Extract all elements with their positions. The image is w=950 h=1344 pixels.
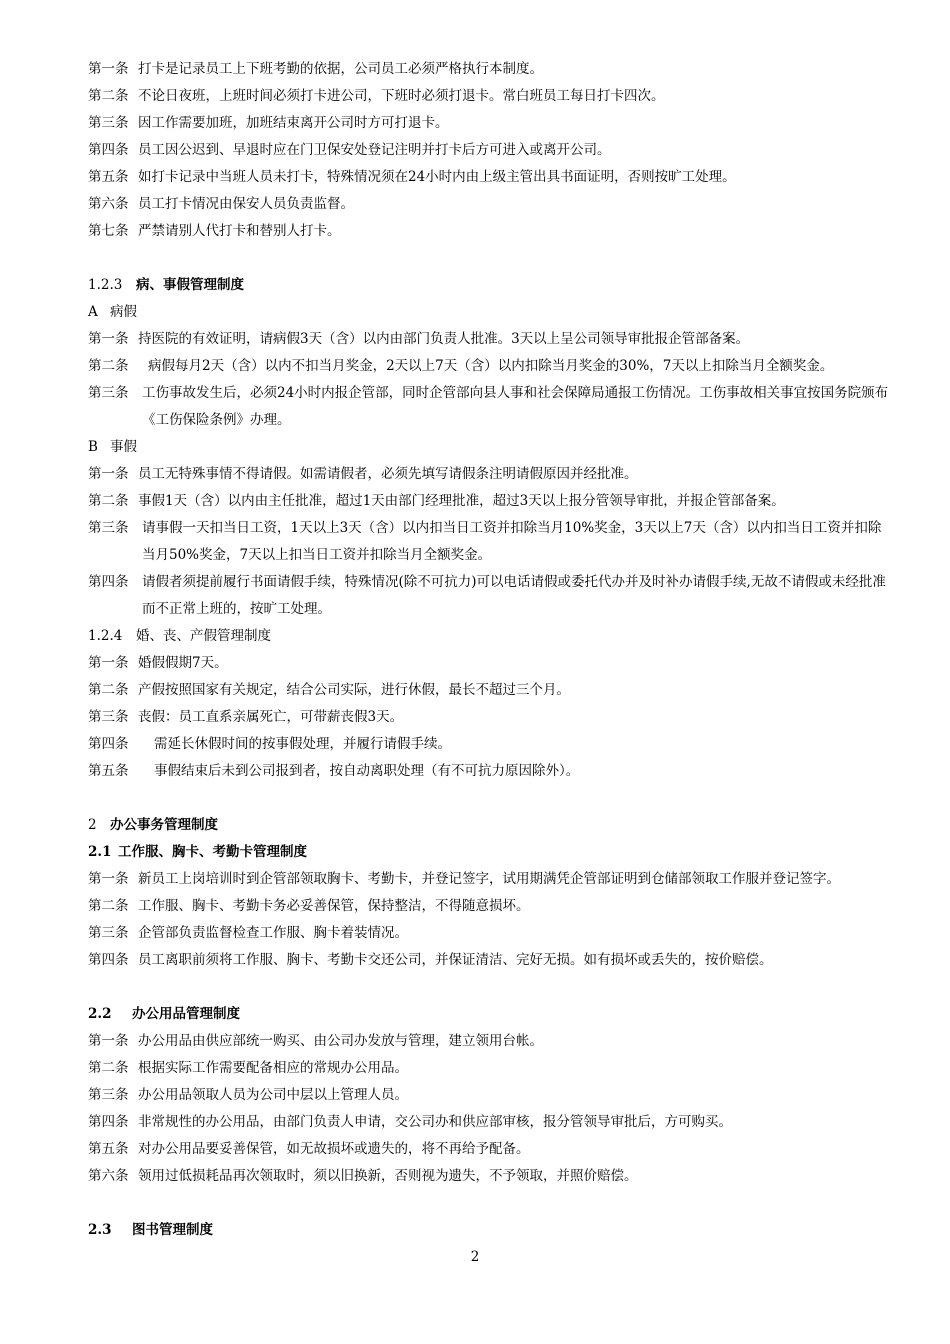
article-text: 请假者须提前履行书面请假手续，特殊情况(除不可抗力)可以电话请假或委托代办并及时补办请假手续,无故不请假或未经批准而不正常上班的，按旷工处理。 [142,574,886,617]
article-text: 工作服、胸卡、考勤卡务必妥善保管，保持整洁，不得随意损坏。 [138,898,530,914]
uniform-article-2 [88,893,894,920]
attendance-article-1 [88,56,894,83]
attendance-article-3 [88,110,894,137]
leave-article-5 [88,758,894,785]
attendance-article-7 [88,218,894,245]
article-number: 第二条 [88,88,129,104]
uniform-article-4 [88,947,894,974]
subsection-letter: A [88,304,98,320]
section-title: 病、事假管理制度 [136,277,244,293]
supplies-article-2 [88,1055,894,1082]
article-text: 事假结束后未到公司报到者，按自动离职处理（有不可抗力原因除外）。 [154,763,580,779]
article-text: 病假每月2天（含）以内不扣当月奖金，2天以上7天（含）以内扣除当月奖金的30%，7天以上扣除当月全额奖金。 [148,358,834,374]
article-number: 第三条 [88,925,129,941]
personal-article-3 [88,515,894,569]
section-number: 1.2.3 [88,277,123,293]
subsection-letter: B [88,439,98,455]
supplies-article-1 [88,1028,894,1055]
article-number: 第二条 [88,1060,129,1076]
leave-article-1 [88,650,894,677]
article-number: 第四条 [88,952,129,968]
article-number: 第三条 [88,1087,129,1103]
article-number: 第二条 [88,358,129,374]
article-number: 第二条 [88,682,129,698]
supplies-article-4 [88,1109,894,1136]
section-number: 1.2.4 [88,628,123,644]
article-text: 领用过低损耗品再次领取时，须以旧换新，否则视为遗失，不予领取，并照价赔偿。 [138,1168,638,1184]
section-title: 婚、丧、产假管理制度 [136,628,271,644]
article-text: 员工因公迟到、早退时应在门卫保安处登记注明并打卡后方可进入或离开公司。 [138,142,611,158]
article-number: 第四条 [88,1114,129,1130]
supplies-article-5 [88,1136,894,1163]
leave-article-4 [88,731,894,758]
subsection-label: 病假 [110,304,137,320]
article-number: 第四条 [88,142,129,158]
chapter-number: 2 [88,817,97,833]
article-number: 第一条 [88,331,129,347]
section-number: 2.1 [88,844,112,860]
article-number: 第三条 [88,385,129,401]
section-heading-2-1 [88,839,894,866]
article-number: 第一条 [88,655,129,671]
supplies-article-3 [88,1082,894,1109]
article-text: 需延长休假时间的按事假处理，并履行请假手续。 [154,736,451,752]
section-heading-1-2-4 [88,623,894,650]
section-title: 工作服、胸卡、考勤卡管理制度 [118,844,307,860]
article-text: 严禁请别人代打卡和替别人打卡。 [138,223,341,239]
article-number: 第三条 [88,709,129,725]
article-number: 第一条 [88,61,129,77]
article-text: 工伤事故发生后，必须24小时内报企管部，同时企管部向县人事和社会保障局通报工伤情况。工伤事故相关事宜按国务院颁布《工伤保险条例》办理。 [142,385,889,428]
section-number: 2.3 [88,1222,112,1238]
uniform-article-3 [88,920,894,947]
sick-article-2 [88,353,894,380]
spacer [88,245,894,272]
article-text: 因工作需要加班，加班结束离开公司时方可打退卡。 [138,115,449,131]
article-text: 员工打卡情况由保安人员负责监督。 [138,196,354,212]
article-number: 第二条 [88,493,129,509]
article-text: 办公用品由供应部统一购买、由公司办发放与管理，建立领用台帐。 [138,1033,543,1049]
article-text: 企管部负责监督检查工作服、胸卡着装情况。 [138,925,408,941]
article-text: 丧假：员工直系亲属死亡，可带薪丧假3天。 [138,709,404,725]
article-text: 婚假假期7天。 [138,655,228,671]
article-text: 请事假一天扣当日工资，1天以上3天（含）以内扣当日工资并扣除当月10%奖金，3天以上7天（含）以内扣当日工资并扣除当月50%奖金，7天以上扣当日工资并扣除当月全额奖金。 [142,520,882,563]
article-number: 第一条 [88,871,129,887]
article-text: 新员工上岗培训时到企管部领取胸卡、考勤卡，并登记签字，试用期满凭企管部证明到仓储部领取工作服并登记签字。 [138,871,840,887]
article-text: 事假1天（含）以内由主任批准，超过1天由部门经理批准，超过3天以上报分管领导审批，并报企管部备案。 [138,493,785,509]
subsection-label: 事假 [110,439,137,455]
article-text: 不论日夜班，上班时间必须打卡进公司，下班时必须打退卡。常白班员工每日打卡四次。 [138,88,665,104]
spacer [88,785,894,812]
section-heading-2-2 [88,1001,894,1028]
article-text: 打卡是记录员工上下班考勤的依据，公司员工必须严格执行本制度。 [138,61,543,77]
supplies-article-6 [88,1163,894,1190]
uniform-article-1 [88,866,894,893]
personal-article-1 [88,461,894,488]
section-title: 图书管理制度 [132,1222,213,1238]
article-number: 第七条 [88,223,129,239]
section-heading-2-3 [88,1217,894,1244]
article-number: 第二条 [88,898,129,914]
article-text: 持医院的有效证明，请病假3天（含）以内由部门负责人批准。3天以上呈公司领导审批报企管部备案。 [138,331,750,347]
spacer [88,974,894,1001]
attendance-article-2 [88,83,894,110]
subsection-sick-leave [88,299,894,326]
section-number: 2.2 [88,1006,112,1022]
article-text: 根据实际工作需要配备相应的常规办公用品。 [138,1060,408,1076]
attendance-article-5 [88,164,894,191]
page-content [88,56,894,1244]
chapter-heading-2 [88,812,894,839]
article-number: 第五条 [88,1141,129,1157]
article-number: 第六条 [88,196,129,212]
spacer [88,1190,894,1217]
article-number: 第六条 [88,1168,129,1184]
leave-article-3 [88,704,894,731]
sick-article-1 [88,326,894,353]
attendance-article-6 [88,191,894,218]
page-number: 2 [470,1249,480,1265]
article-text: 员工离职前须将工作服、胸卡、考勤卡交还公司，并保证清洁、完好无损。如有损坏或丢失的，按价赔偿。 [138,952,773,968]
article-text: 产假按照国家有关规定，结合公司实际，进行休假，最长不超过三个月。 [138,682,570,698]
article-number: 第四条 [88,574,129,590]
section-heading-1-2-3 [88,272,894,299]
attendance-article-4 [88,137,894,164]
article-number: 第三条 [88,115,129,131]
leave-article-2 [88,677,894,704]
article-text: 办公用品领取人员为公司中层以上管理人员。 [138,1087,408,1103]
chapter-title: 办公事务管理制度 [110,817,218,833]
article-text: 如打卡记录中当班人员未打卡，特殊情况须在24小时内由上级主管出具书面证明，否则按旷工处理。 [138,169,736,185]
personal-article-2 [88,488,894,515]
sick-article-3 [88,380,894,434]
article-text: 对办公用品要妥善保管，如无故损坏或遗失的，将不再给予配备。 [138,1141,530,1157]
article-number: 第一条 [88,1033,129,1049]
article-number: 第五条 [88,169,129,185]
article-number: 第四条 [88,736,129,752]
section-title: 办公用品管理制度 [132,1006,240,1022]
personal-article-4 [88,569,894,623]
article-text: 员工无特殊事情不得请假。如需请假者，必须先填写请假条注明请假原因并经批准。 [138,466,638,482]
article-number: 第五条 [88,763,129,779]
subsection-personal-leave [88,434,894,461]
article-number: 第一条 [88,466,129,482]
article-text: 非常规性的办公用品，由部门负责人申请，交公司办和供应部审核，报分管领导审批后，方可购买。 [138,1114,732,1130]
article-number: 第三条 [88,520,129,536]
